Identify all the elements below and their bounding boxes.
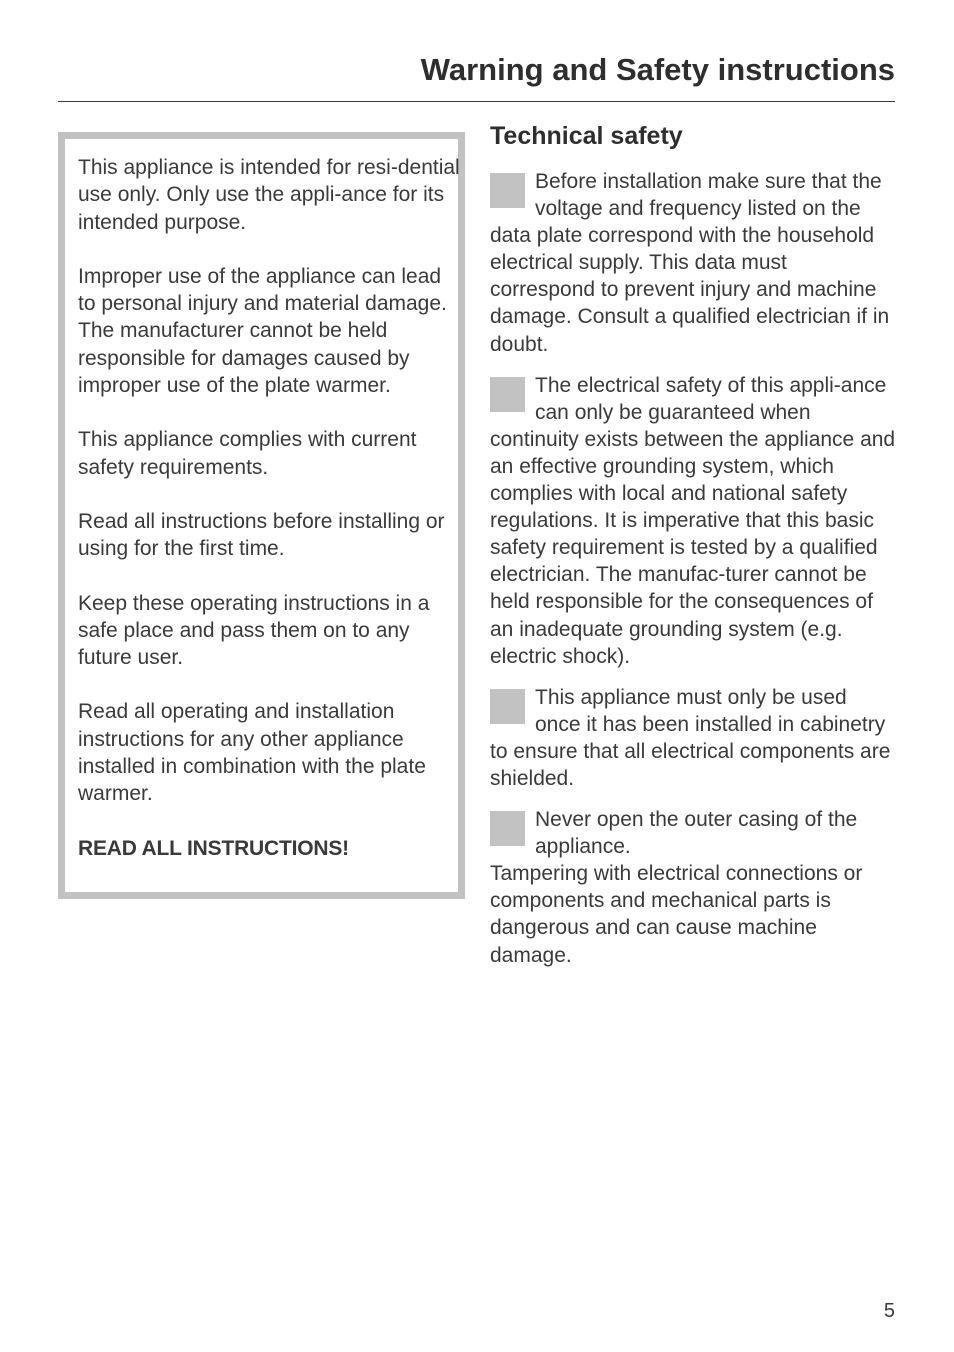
- notice-paragraph: Improper use of the appliance can lead to personal injury and material damage. The manufacturer cannot be held responsible for damages caused by improper use of the plate warmer.: [78, 264, 447, 398]
- page-number: 5: [883, 1300, 895, 1322]
- section-heading: Technical safety: [490, 122, 683, 150]
- square-bullet-icon: [490, 173, 525, 208]
- safety-item-text: Never open the outer casing of the appliance.: [535, 808, 858, 859]
- safety-item-text: The electrical safety of this appli-ance can only be guaranteed when continuity exists between the appliance and an effective grounding system, which complies with local and national safety regulations. It is imperative that this basic safety requirement is tested by a qualified electrician. The manufac-turer cannot be held responsible for the consequences of an inadequate grounding system (e.g. electric shock).: [490, 373, 896, 668]
- safety-item: [490, 684, 896, 792]
- safety-item: [490, 372, 896, 670]
- technical-safety-section: [490, 120, 896, 983]
- safety-item: [490, 806, 896, 969]
- square-bullet-icon: [490, 689, 525, 724]
- notice-paragraph: This appliance complies with current safety requirements.: [78, 428, 417, 479]
- notice-paragraph: This appliance is intended for resi-dential use only. Only use the appli-ance for its intended purpose.: [78, 156, 460, 234]
- square-bullet-icon: [490, 811, 525, 846]
- page-header: [58, 50, 895, 102]
- notice-content: [78, 154, 460, 862]
- notice-paragraph: Read all operating and installation instructions for any other appliance installed in combination with the plate warmer.: [78, 700, 426, 806]
- square-bullet-icon: [490, 377, 525, 412]
- safety-item-text: This appliance must only be used once it has been installed in cabinetry to ensure that all electrical components are shielded.: [490, 685, 891, 790]
- page-title: Warning and Safety instructions: [420, 52, 895, 87]
- notice-paragraph: Keep these operating instructions in a safe place and pass them on to any future user.: [78, 591, 430, 670]
- safety-item: [490, 168, 896, 358]
- notice-box: [58, 132, 465, 899]
- safety-item-text: Before installation make sure that the voltage and frequency listed on the data plate correspond with the household electrical supply. This data must correspond to prevent injury and machine damage. Consult a qualified electrician if in doubt.: [490, 170, 890, 356]
- notice-paragraph: Read all instructions before installing or using for the first time.: [78, 509, 445, 561]
- safety-item-text-continued: Tampering with electrical connections or components and mechanical parts is dangerous and can cause machine damage.: [490, 862, 863, 967]
- notice-emphasis: READ ALL INSTRUCTIONS!: [78, 836, 349, 860]
